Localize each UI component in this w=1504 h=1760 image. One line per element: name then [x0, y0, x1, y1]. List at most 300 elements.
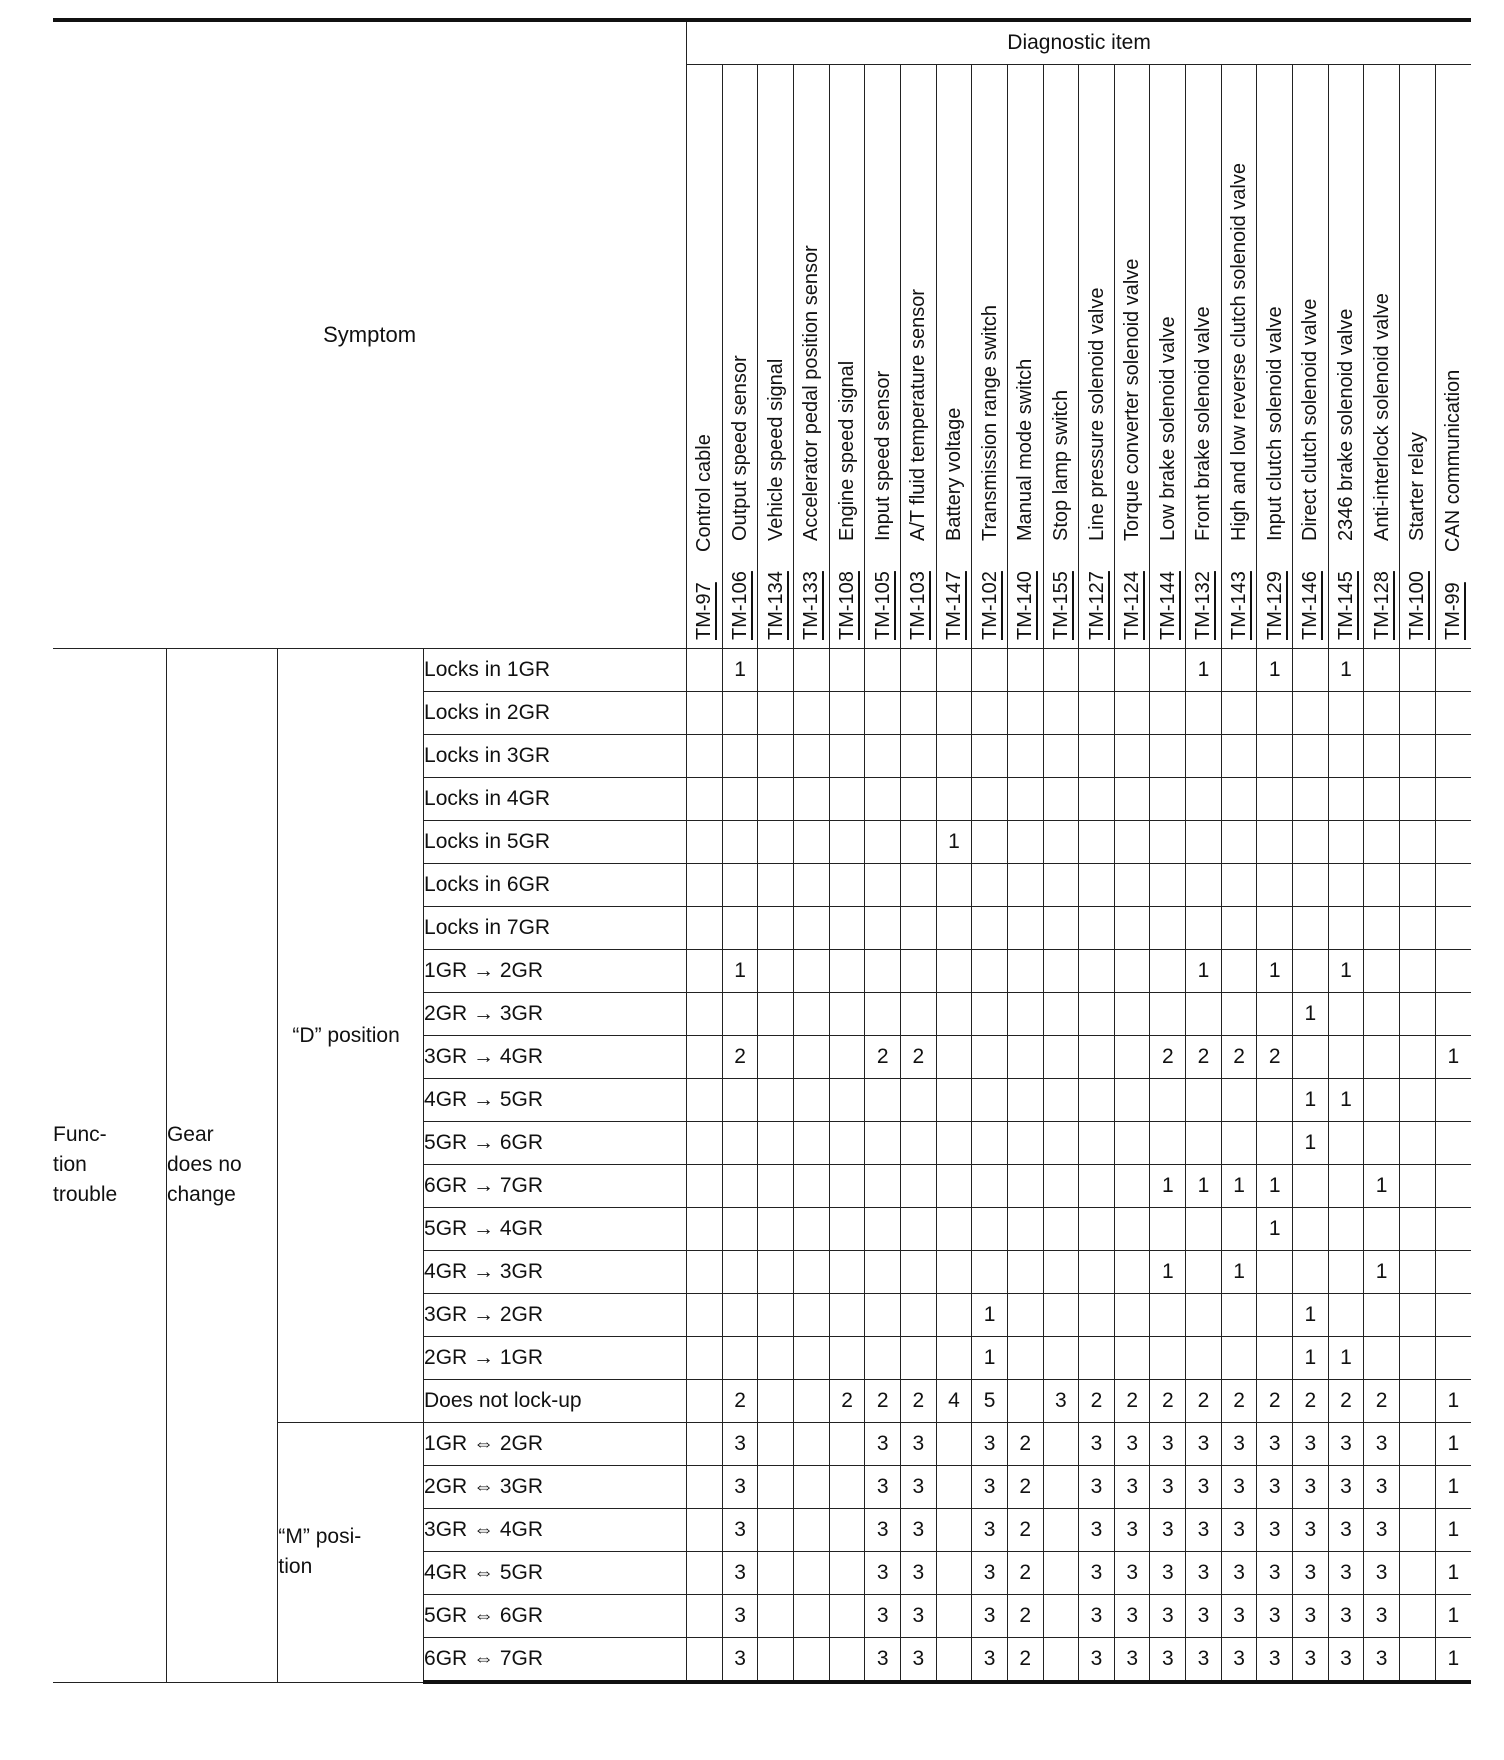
value-cell [901, 907, 937, 950]
value-cell [794, 1466, 830, 1509]
value-cell: 3 [1114, 1595, 1150, 1638]
value-cell: 1 [722, 649, 758, 692]
value-cell [936, 1638, 972, 1683]
diagnostic-item-label: A/T fluid temperature sensor [907, 289, 930, 542]
diagnostic-item-header-2 [758, 65, 794, 649]
value-cell [829, 1595, 865, 1638]
value-cell [1257, 1122, 1293, 1165]
value-cell [901, 649, 937, 692]
value-cell [1079, 778, 1115, 821]
value-cell [687, 1466, 723, 1509]
value-cell [901, 1079, 937, 1122]
value-cell [901, 1165, 937, 1208]
value-cell [758, 1122, 794, 1165]
value-cell [936, 1509, 972, 1552]
value-cell: 2 [1007, 1595, 1043, 1638]
value-cell [1114, 1036, 1150, 1079]
value-cell [1435, 993, 1471, 1036]
value-cell: 3 [865, 1552, 901, 1595]
value-cell [1186, 821, 1222, 864]
value-cell [758, 1638, 794, 1683]
value-cell [1043, 1337, 1079, 1380]
value-cell [794, 649, 830, 692]
diagnostic-item-label: Anti-interlock solenoid valve [1370, 293, 1393, 542]
symptom-cell: 5GR → 6GR [424, 1122, 687, 1165]
diagnostic-item-label: Input clutch solenoid valve [1263, 306, 1286, 542]
diagnostic-item-header-16 [1257, 65, 1293, 649]
diagnostic-item-header-6 [901, 65, 937, 649]
value-cell [829, 1036, 865, 1079]
value-cell: 3 [1150, 1552, 1186, 1595]
value-cell [1114, 907, 1150, 950]
diagnostic-item-header-17 [1293, 65, 1329, 649]
value-cell: 3 [1150, 1595, 1186, 1638]
value-cell: 2 [1150, 1380, 1186, 1423]
value-cell [1114, 778, 1150, 821]
value-cell: 3 [1186, 1423, 1222, 1466]
value-cell [901, 1294, 937, 1337]
value-cell [936, 864, 972, 907]
value-cell: 1 [1186, 1165, 1222, 1208]
value-cell [865, 649, 901, 692]
diagnostic-item-header-3 [794, 65, 830, 649]
value-cell [1150, 907, 1186, 950]
value-cell [687, 649, 723, 692]
value-cell [1186, 1251, 1222, 1294]
value-cell [1364, 907, 1400, 950]
diagnostic-item-ref-link[interactable]: TM-127 [1085, 571, 1108, 640]
value-cell [972, 1122, 1008, 1165]
value-cell [758, 1294, 794, 1337]
symptom-cell: 1GR ⇔ 2GR [424, 1423, 687, 1466]
value-cell: 3 [1079, 1509, 1115, 1552]
diagnostic-item-ref-link[interactable]: TM-100 [1406, 571, 1429, 640]
value-cell [901, 692, 937, 735]
diagnostic-item-ref-link[interactable]: TM-99 [1442, 582, 1465, 640]
header-row-top [53, 20, 1471, 65]
value-cell [1186, 778, 1222, 821]
value-cell [1257, 1251, 1293, 1294]
value-cell: 1 [1435, 1509, 1471, 1552]
value-cell: 3 [1079, 1423, 1115, 1466]
value-cell [865, 907, 901, 950]
value-cell: 3 [1114, 1423, 1150, 1466]
value-cell: 3 [1293, 1595, 1329, 1638]
value-cell [1043, 1165, 1079, 1208]
value-cell: 3 [1186, 1466, 1222, 1509]
value-cell [794, 1165, 830, 1208]
value-cell [1435, 1208, 1471, 1251]
value-cell [972, 950, 1008, 993]
value-cell [1043, 778, 1079, 821]
value-cell: 2 [1186, 1380, 1222, 1423]
value-cell: 3 [901, 1552, 937, 1595]
symptom-cell: 2GR → 1GR [424, 1337, 687, 1380]
diagnostic-item-header-5 [865, 65, 901, 649]
value-cell: 3 [1114, 1466, 1150, 1509]
value-cell [687, 778, 723, 821]
value-cell: 3 [1186, 1595, 1222, 1638]
value-cell [1079, 735, 1115, 778]
value-cell [865, 692, 901, 735]
diagnostic-item-ref-link[interactable]: TM-103 [907, 571, 930, 640]
symptom-cell: Does not lock-up [424, 1380, 687, 1423]
value-cell [936, 950, 972, 993]
value-cell [1007, 649, 1043, 692]
value-cell [1079, 821, 1115, 864]
value-cell [1043, 1423, 1079, 1466]
value-cell [758, 907, 794, 950]
value-cell: 2 [1364, 1380, 1400, 1423]
value-cell [901, 864, 937, 907]
value-cell [687, 1638, 723, 1683]
diagnostic-item-label: High and low reverse clutch solenoid valve [1228, 163, 1251, 542]
value-cell [794, 1251, 830, 1294]
symptom-cell: 1GR → 2GR [424, 950, 687, 993]
value-cell [829, 1638, 865, 1683]
value-cell [1150, 1079, 1186, 1122]
diagnostic-item-label: Starter relay [1406, 432, 1429, 542]
value-cell [687, 735, 723, 778]
value-cell [936, 1294, 972, 1337]
value-cell: 1 [1293, 1294, 1329, 1337]
value-cell [1328, 993, 1364, 1036]
value-cell [758, 1165, 794, 1208]
value-cell [1186, 1294, 1222, 1337]
value-cell [829, 1509, 865, 1552]
value-cell [1257, 1337, 1293, 1380]
value-cell [758, 692, 794, 735]
value-cell [1257, 692, 1293, 735]
diagnostic-item-ref-link[interactable]: TM-146 [1299, 571, 1322, 640]
symptom-cell: Locks in 7GR [424, 907, 687, 950]
value-cell [1364, 692, 1400, 735]
value-cell [1221, 821, 1257, 864]
value-cell [1150, 778, 1186, 821]
value-cell [1043, 1294, 1079, 1337]
value-cell: 3 [1221, 1466, 1257, 1509]
value-cell [1293, 1208, 1329, 1251]
diagnostic-item-ref-link[interactable]: TM-106 [729, 571, 752, 640]
value-cell: 3 [901, 1509, 937, 1552]
value-cell [936, 778, 972, 821]
value-cell: 1 [1328, 649, 1364, 692]
value-cell [758, 821, 794, 864]
value-cell [1435, 1294, 1471, 1337]
value-cell [972, 735, 1008, 778]
value-cell [1257, 1294, 1293, 1337]
value-cell [1293, 692, 1329, 735]
diagnostic-item-header-19 [1364, 65, 1400, 649]
value-cell [1364, 1337, 1400, 1380]
value-cell [1079, 864, 1115, 907]
table-body [53, 649, 1471, 1683]
value-cell [794, 1509, 830, 1552]
diagnostic-item-ref-link[interactable]: TM-145 [1335, 571, 1357, 640]
value-cell: 2 [865, 1036, 901, 1079]
value-cell: 3 [865, 1638, 901, 1683]
value-cell [1399, 864, 1435, 907]
value-cell [1221, 1294, 1257, 1337]
value-cell [1079, 692, 1115, 735]
table-header [53, 20, 1471, 649]
value-cell [972, 692, 1008, 735]
value-cell [865, 993, 901, 1036]
diagnostic-item-label: Line pressure solenoid valve [1085, 287, 1108, 542]
value-cell: 2 [1293, 1380, 1329, 1423]
diagnostic-item-header-14 [1186, 65, 1222, 649]
value-cell: 2 [1007, 1509, 1043, 1552]
value-cell [1257, 1079, 1293, 1122]
value-cell [901, 993, 937, 1036]
value-cell: 1 [1328, 1337, 1364, 1380]
value-cell [1007, 1036, 1043, 1079]
value-cell: 1 [1293, 1122, 1329, 1165]
value-cell [1221, 1337, 1257, 1380]
value-cell: 3 [865, 1423, 901, 1466]
diagnostic-item-header-21 [1435, 65, 1471, 649]
value-cell: 3 [1364, 1595, 1400, 1638]
value-cell [1399, 1380, 1435, 1423]
diagnostic-item-label: Engine speed signal [836, 360, 859, 542]
value-cell [722, 1122, 758, 1165]
value-cell [1364, 1079, 1400, 1122]
value-cell [1364, 778, 1400, 821]
value-cell [722, 692, 758, 735]
value-cell [722, 864, 758, 907]
value-cell: 1 [1293, 993, 1329, 1036]
value-cell: 3 [1150, 1509, 1186, 1552]
value-cell [829, 1079, 865, 1122]
diagnostic-item-ref-link[interactable]: TM-134 [764, 571, 787, 640]
value-cell [1399, 735, 1435, 778]
value-cell: 3 [722, 1552, 758, 1595]
value-cell [829, 1466, 865, 1509]
value-cell [1186, 1337, 1222, 1380]
value-cell [687, 1509, 723, 1552]
value-cell: 3 [1328, 1638, 1364, 1683]
value-cell [829, 1552, 865, 1595]
value-cell: 2 [1114, 1380, 1150, 1423]
value-cell [829, 1122, 865, 1165]
value-cell [722, 907, 758, 950]
value-cell: 3 [1079, 1552, 1115, 1595]
symptom-cell: Locks in 3GR [424, 735, 687, 778]
value-cell [1435, 1165, 1471, 1208]
value-cell [758, 1208, 794, 1251]
value-cell: 3 [1043, 1380, 1079, 1423]
value-cell [829, 993, 865, 1036]
value-cell [1043, 1466, 1079, 1509]
value-cell [936, 1595, 972, 1638]
value-cell [794, 692, 830, 735]
diagnostic-item-ref-link[interactable]: TM-105 [871, 571, 894, 640]
value-cell [1114, 692, 1150, 735]
value-cell: 3 [1221, 1638, 1257, 1683]
value-cell [972, 907, 1008, 950]
diagnostic-item-label: Control cable [693, 434, 716, 553]
value-cell [972, 1079, 1008, 1122]
value-cell [1079, 1036, 1115, 1079]
diagnostic-item-ref-link[interactable]: TM-147 [942, 571, 965, 640]
value-cell [1043, 1552, 1079, 1595]
value-cell [722, 993, 758, 1036]
value-cell [1150, 821, 1186, 864]
value-cell: 3 [1364, 1423, 1400, 1466]
value-cell [1007, 692, 1043, 735]
diagnostic-item-ref-link[interactable]: TM-128 [1370, 571, 1393, 640]
diagnosis-table [53, 18, 1471, 1684]
value-cell [1007, 735, 1043, 778]
value-cell [972, 1165, 1008, 1208]
value-cell [972, 649, 1008, 692]
value-cell [1257, 735, 1293, 778]
value-cell: 1 [1435, 1423, 1471, 1466]
value-cell [1043, 1638, 1079, 1683]
value-cell: 2 [901, 1380, 937, 1423]
value-cell: 3 [1293, 1638, 1329, 1683]
symptom-header: Symptom [53, 20, 687, 649]
value-cell [1435, 1122, 1471, 1165]
value-cell: 1 [1435, 1552, 1471, 1595]
diagnosis-chart-page [53, 18, 1471, 1684]
value-cell: 3 [1257, 1509, 1293, 1552]
value-cell [1399, 1294, 1435, 1337]
value-cell [1150, 649, 1186, 692]
diagnostic-item-label: Manual mode switch [1014, 358, 1037, 542]
symptom-cell: 4GR → 5GR [424, 1079, 687, 1122]
symptom-cell: 4GR ⇔ 5GR [424, 1552, 687, 1595]
value-cell: 3 [972, 1423, 1008, 1466]
value-cell [1007, 993, 1043, 1036]
value-cell: 3 [1257, 1638, 1293, 1683]
value-cell [1043, 864, 1079, 907]
value-cell: 1 [1293, 1079, 1329, 1122]
value-cell [687, 864, 723, 907]
value-cell [1150, 1122, 1186, 1165]
value-cell [901, 950, 937, 993]
diagnostic-item-ref-link[interactable]: TM-124 [1121, 571, 1144, 640]
diagnostic-item-ref-link[interactable]: TM-143 [1228, 571, 1251, 640]
value-cell: 3 [1221, 1509, 1257, 1552]
value-cell [972, 864, 1008, 907]
value-cell: 1 [1435, 1595, 1471, 1638]
symptom-cell: 3GR → 4GR [424, 1036, 687, 1079]
value-cell [936, 993, 972, 1036]
value-cell [758, 1552, 794, 1595]
value-cell [794, 1380, 830, 1423]
value-cell: 3 [901, 1423, 937, 1466]
symptom-cell: Locks in 5GR [424, 821, 687, 864]
value-cell [794, 821, 830, 864]
value-cell [1079, 1079, 1115, 1122]
value-cell [794, 1552, 830, 1595]
diagnostic-item-ref-link[interactable]: TM-129 [1263, 571, 1286, 640]
diagnostic-item-ref-link[interactable]: TM-97 [693, 582, 716, 640]
value-cell [865, 1165, 901, 1208]
value-cell: 3 [1150, 1423, 1186, 1466]
value-cell [1399, 821, 1435, 864]
value-cell [936, 1036, 972, 1079]
value-cell [1043, 692, 1079, 735]
diagnostic-item-ref-link[interactable]: TM-140 [1014, 571, 1037, 640]
value-cell: 3 [1257, 1552, 1293, 1595]
diagnostic-item-label: Accelerator pedal position sensor [800, 245, 823, 542]
value-cell [1399, 1122, 1435, 1165]
value-cell [1435, 864, 1471, 907]
diagnostic-item-ref-link[interactable]: TM-108 [836, 571, 859, 640]
value-cell [936, 1208, 972, 1251]
value-cell: 2 [1007, 1466, 1043, 1509]
value-cell [1221, 778, 1257, 821]
diagnostic-item-header-7 [936, 65, 972, 649]
value-cell [1043, 1595, 1079, 1638]
diagnostic-item-header-0 [687, 65, 723, 649]
value-cell [1293, 1251, 1329, 1294]
diagnostic-item-ref-link[interactable]: TM-155 [1049, 571, 1072, 640]
value-cell [1328, 1294, 1364, 1337]
value-cell [1399, 1509, 1435, 1552]
diagnostic-item-ref-link[interactable]: TM-144 [1156, 571, 1179, 640]
value-cell [1435, 778, 1471, 821]
value-cell [1293, 649, 1329, 692]
value-cell [901, 735, 937, 778]
diagnostic-item-header-12 [1114, 65, 1150, 649]
value-cell [1079, 1122, 1115, 1165]
value-cell: 3 [1257, 1466, 1293, 1509]
value-cell: 1 [1293, 1337, 1329, 1380]
value-cell [901, 821, 937, 864]
value-cell [1293, 907, 1329, 950]
value-cell [1043, 907, 1079, 950]
value-cell: 3 [1364, 1638, 1400, 1683]
value-cell [1435, 692, 1471, 735]
diagnostic-item-header-8 [972, 65, 1008, 649]
value-cell: 5 [972, 1380, 1008, 1423]
value-cell [936, 1552, 972, 1595]
value-cell: 1 [1435, 1638, 1471, 1683]
value-cell [687, 950, 723, 993]
m-position-group-cell: “M” posi- tion [278, 1423, 424, 1683]
value-cell [1007, 1337, 1043, 1380]
value-cell [1221, 993, 1257, 1036]
value-cell [936, 1165, 972, 1208]
value-cell: 3 [1079, 1595, 1115, 1638]
value-cell [829, 1208, 865, 1251]
value-cell [1364, 993, 1400, 1036]
diagnostic-item-ref-link[interactable]: TM-133 [800, 571, 823, 640]
value-cell: 3 [722, 1595, 758, 1638]
value-cell [758, 1380, 794, 1423]
value-cell [1399, 907, 1435, 950]
value-cell [687, 1079, 723, 1122]
value-cell [936, 649, 972, 692]
value-cell: 2 [1150, 1036, 1186, 1079]
value-cell: 2 [722, 1036, 758, 1079]
value-cell [1399, 1337, 1435, 1380]
value-cell: 2 [1186, 1036, 1222, 1079]
value-cell [758, 864, 794, 907]
value-cell [794, 778, 830, 821]
value-cell [936, 1122, 972, 1165]
diagnostic-item-ref-link[interactable]: TM-132 [1192, 571, 1215, 640]
value-cell [1399, 1552, 1435, 1595]
value-cell [722, 1251, 758, 1294]
value-cell [687, 1294, 723, 1337]
diagnostic-item-ref-link[interactable]: TM-102 [978, 571, 1001, 640]
value-cell [687, 1165, 723, 1208]
value-cell [1293, 864, 1329, 907]
